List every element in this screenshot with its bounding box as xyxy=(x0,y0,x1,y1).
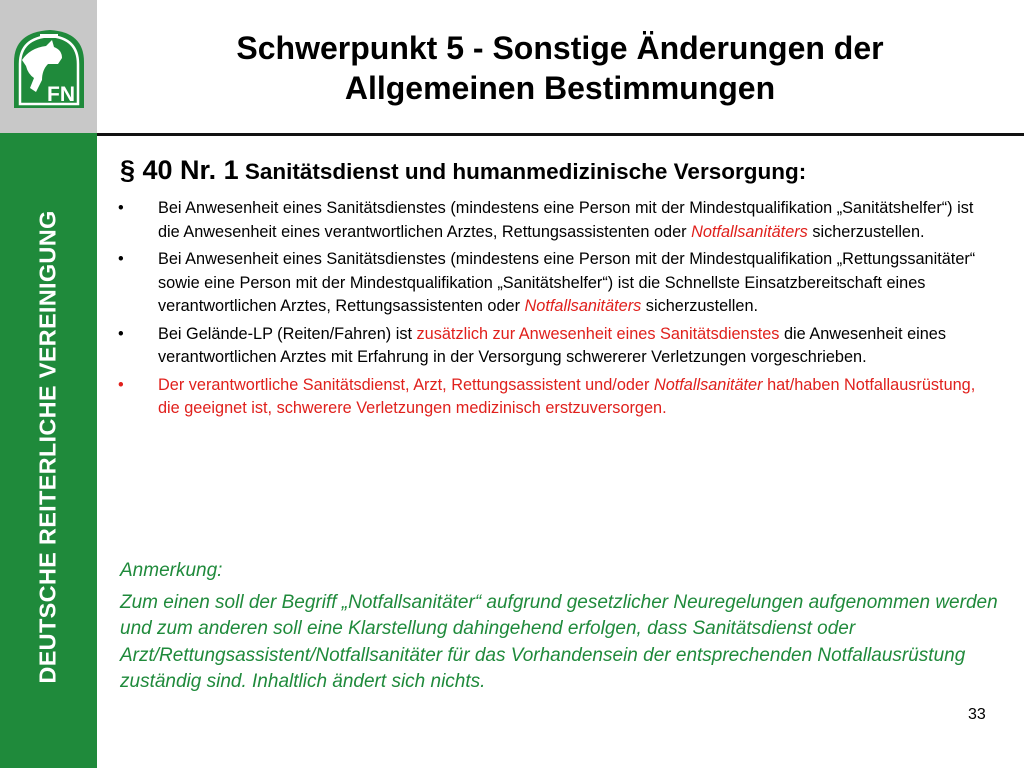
slide-title-line-2: Allgemeinen Bestimmungen xyxy=(344,70,776,106)
bullet-highlight: Notfallsanitäters xyxy=(524,297,642,315)
slide-title xyxy=(110,28,1010,108)
list-item xyxy=(118,323,988,370)
bullet-icon: • xyxy=(118,250,124,268)
bullet-icon: • xyxy=(118,199,124,217)
bullet-highlight: zusätzlich zur Anwesenheit eines Sanitätsdienstes xyxy=(416,324,780,343)
bullet-highlight: Notfallsanitäters xyxy=(691,222,808,241)
list-item xyxy=(118,248,988,319)
sidebar-organization-name: DEUTSCHE REITERLICHE VEREINIGUNG xyxy=(34,210,61,684)
title-divider xyxy=(97,133,1024,136)
page-number: 33 xyxy=(968,706,986,723)
logo-text: FN xyxy=(47,83,75,106)
list-item xyxy=(118,374,988,421)
fn-horse-logo-icon xyxy=(0,0,97,133)
bullet-text-end: sicherzustellen. xyxy=(807,222,925,241)
bullet-icon: • xyxy=(118,375,124,394)
slide-title-line-1: Schwerpunkt 5 - Sonstige Änderungen der xyxy=(236,30,884,66)
bullet-text: Bei Anwesenheit eines Sanitätsdienstes (mindestens eine Person mit der Mindestqualifikation „Sanitätshelfer“) ist die Anwesenheit eines verantwortlichen Arztes, Rettungsassistenten oder xyxy=(158,199,974,241)
note-text: Zum einen soll der Begriff „Notfallsanitäter“ aufgrund gesetzlicher Neuregelungen aufgenommen werden und zum anderen soll eine Klarstellung dahingehend erfolgen, dass Sanitätsdienst oder Arzt/Rettungsassistent/Notfallsanitäter für das Vorhandensein der entsprechenden Notfallausrüstung zuständig sind. Inhaltlich ändert sich nichts. xyxy=(120,592,998,693)
section-heading xyxy=(120,155,806,186)
bullet-highlight: Notfallsanitäter xyxy=(653,375,763,394)
list-item xyxy=(118,197,988,244)
bullet-text: Der verantwortliche Sanitätsdienst, Arzt, Rettungsassistent und/oder xyxy=(158,375,654,394)
bullet-text: Bei Anwesenheit eines Sanitätsdienstes (mindestens eine Person mit der Mindestqualifikation „Rettungssanitäter“ sowie eine Person mit der Mindestqualifikation „Sanitätshelfer“) ist die Schnellste Einsatzbereitschaft eines verantwortlichen Arztes, Rettungsassistenten oder xyxy=(158,250,976,315)
logo-area xyxy=(0,0,97,133)
note-label: Anmerkung: xyxy=(120,560,223,581)
bullet-text-end: hat/haben Notfallausrüstung, die geeignet ist, schwerere Verletzungen medizinisch erstzuversorgen. xyxy=(158,375,976,417)
bullet-text: Bei Gelände-LP (Reiten/Fahren) ist xyxy=(158,324,417,343)
bullet-icon: • xyxy=(118,324,124,343)
section-heading-subject: Sanitätsdienst und humanmedizinische Versorgung: xyxy=(238,159,807,184)
bullet-text-end: sicherzustellen. xyxy=(641,297,759,315)
section-heading-number: § 40 Nr. 1 xyxy=(120,155,239,185)
bullet-list xyxy=(118,197,988,425)
bullet-text-end: die Anwesenheit eines verantwortlichen Arztes mit Erfahrung in der Versorgung schwererer Verletzungen vorgeschrieben. xyxy=(158,324,947,366)
